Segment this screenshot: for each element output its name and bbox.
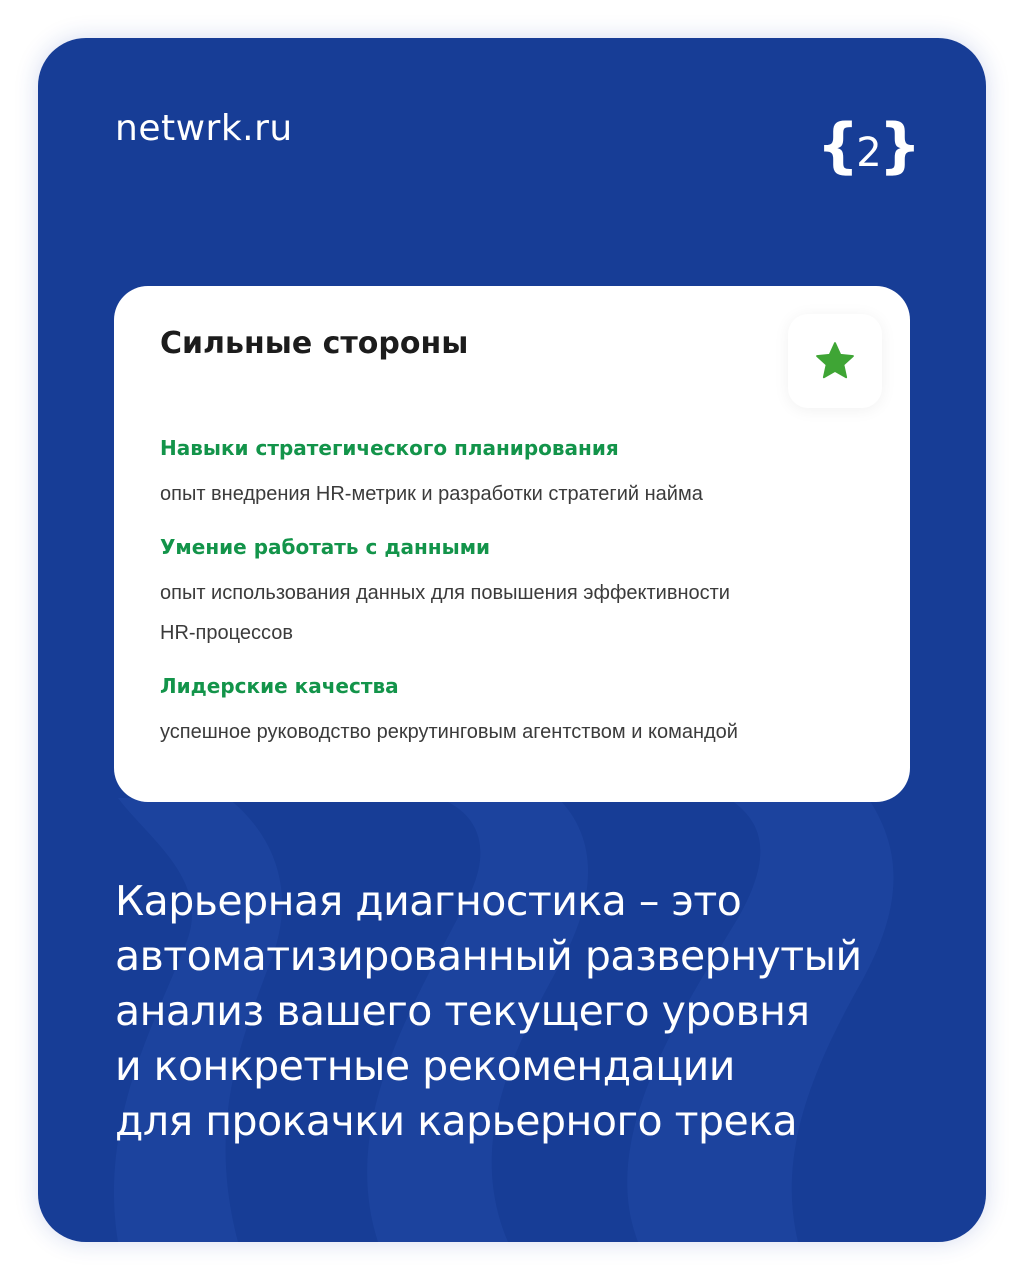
strength-item [160,672,880,752]
strength-description [160,712,880,752]
svg-text:2: 2 [856,130,882,176]
tagline [115,874,935,1149]
strength-title: Умение работать с данными [160,535,491,559]
tagline-line: Карьерная диагностика – это [115,877,742,925]
strength-description-line: опыт внедрения HR-метрик и разработки стратегий найма [160,483,703,505]
strengths-card [114,286,910,802]
tagline-line: анализ вашего текущего уровня [115,987,810,1035]
tagline-line: автоматизированный развернутый [115,932,862,980]
strength-item [160,533,880,653]
strength-description-line: опыт использования данных для повышения эффективности [160,582,730,604]
strength-title: Навыки стратегического планирования [160,436,619,460]
svg-text:{: { [816,111,860,181]
star-badge [788,314,882,408]
tagline-line: и конкретные рекомендации [115,1042,735,1090]
strength-description-line: успешное руководство рекрутинговым агентством и командой [160,721,738,743]
strength-title: Лидерские качества [160,674,399,698]
site-name[interactable]: netwrk.ru [115,108,293,149]
promo-frame [38,38,986,1242]
strength-description [160,474,880,514]
star-icon [813,339,857,383]
strength-description [160,573,880,653]
strength-item [160,434,880,514]
card-title: Сильные стороны [160,326,469,361]
strength-description-line: HR-процессов [160,622,293,644]
svg-text:}: } [878,111,922,181]
tagline-line: для прокачки карьерного трека [115,1097,798,1145]
brand-logo-icon [816,110,922,181]
